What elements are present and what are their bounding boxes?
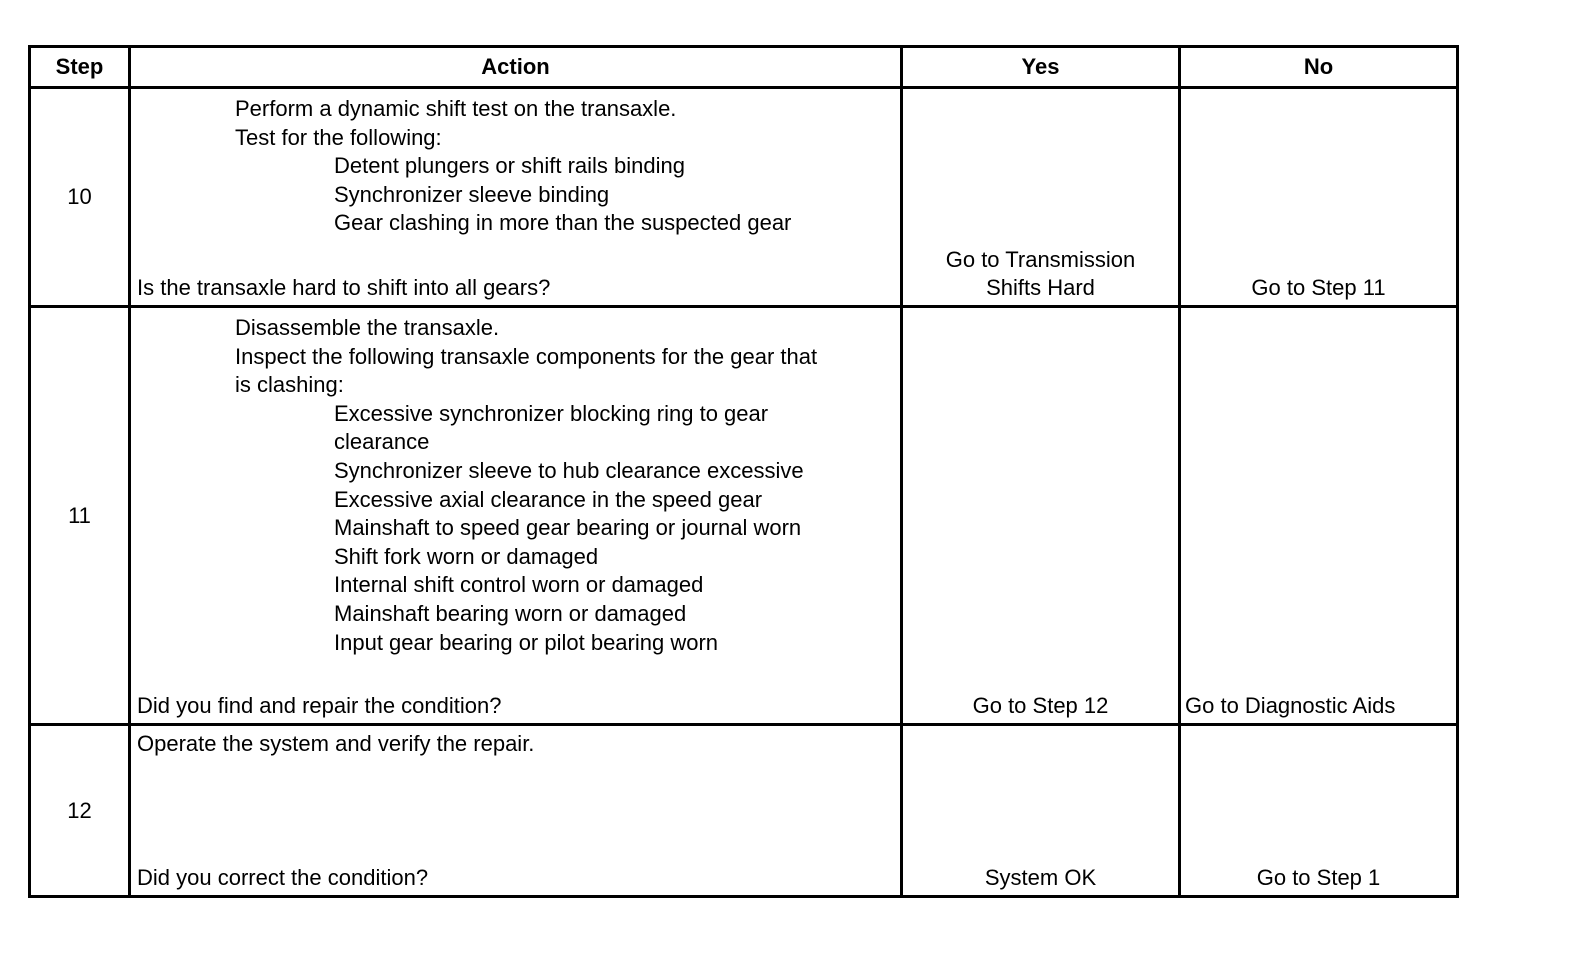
- action-subline: clearance: [334, 429, 430, 455]
- yes-text: Go to Step 12: [972, 693, 1109, 719]
- header-row: [30, 47, 1458, 88]
- yes-cell: [902, 88, 1180, 307]
- action-cell: [130, 725, 902, 897]
- no-cell: [1180, 725, 1458, 897]
- step-number: 12: [30, 725, 130, 897]
- action-cell: [130, 307, 902, 725]
- table-row: [30, 307, 1458, 725]
- step-number: 11: [30, 307, 130, 725]
- no-text: Go to Step 11: [1251, 275, 1386, 301]
- no-text: Go to Diagnostic Aids: [1185, 693, 1396, 719]
- action-cell: [130, 88, 902, 307]
- action-subline: Excessive synchronizer blocking ring to gear: [334, 400, 769, 426]
- table-row: [30, 725, 1458, 897]
- no-text: Go to Step 1: [1256, 865, 1381, 891]
- action-subline: Input gear bearing or pilot bearing worn: [334, 629, 719, 655]
- table-row: [30, 88, 1458, 307]
- yes-text: Shifts Hard: [986, 275, 1095, 301]
- action-subline: Shift fork worn or damaged: [334, 543, 599, 569]
- action-line: Disassemble the transaxle.: [235, 315, 500, 340]
- yes-text: System OK: [984, 865, 1097, 891]
- yes-cell: [902, 725, 1180, 897]
- no-cell: [1180, 307, 1458, 725]
- action-subline: Mainshaft to speed gear bearing or journal worn: [334, 515, 802, 541]
- action-subline: Synchronizer sleeve to hub clearance excessive: [334, 457, 804, 483]
- action-question: Did you find and repair the condition?: [137, 693, 502, 719]
- action-line: Inspect the following transaxle components for the gear that: [235, 343, 818, 369]
- yes-cell: [902, 307, 1180, 725]
- header-action: Action: [130, 47, 902, 88]
- diagnostic-table: [28, 45, 1459, 898]
- action-question: Is the transaxle hard to shift into all gears?: [137, 275, 551, 301]
- header-no: No: [1180, 47, 1458, 88]
- action-subline: Internal shift control worn or damaged: [334, 572, 704, 598]
- action-subline: Gear clashing in more than the suspected gear: [334, 210, 792, 236]
- action-subline: Detent plungers or shift rails binding: [334, 153, 685, 179]
- action-line: Perform a dynamic shift test on the transaxle.: [235, 96, 677, 121]
- action-subline: Mainshaft bearing worn or damaged: [334, 600, 687, 626]
- yes-text: Go to Transmission: [945, 246, 1136, 272]
- no-cell: [1180, 88, 1458, 307]
- action-question: Did you correct the condition?: [137, 865, 429, 891]
- step-number: 10: [30, 88, 130, 307]
- header-yes: Yes: [902, 47, 1180, 88]
- action-subline: Excessive axial clearance in the speed gear: [334, 486, 763, 512]
- action-line: is clashing:: [235, 372, 344, 398]
- action-subline: Synchronizer sleeve binding: [334, 181, 610, 207]
- action-line: Operate the system and verify the repair.: [137, 731, 535, 756]
- header-step: Step: [30, 47, 130, 88]
- action-line: Test for the following:: [235, 124, 442, 150]
